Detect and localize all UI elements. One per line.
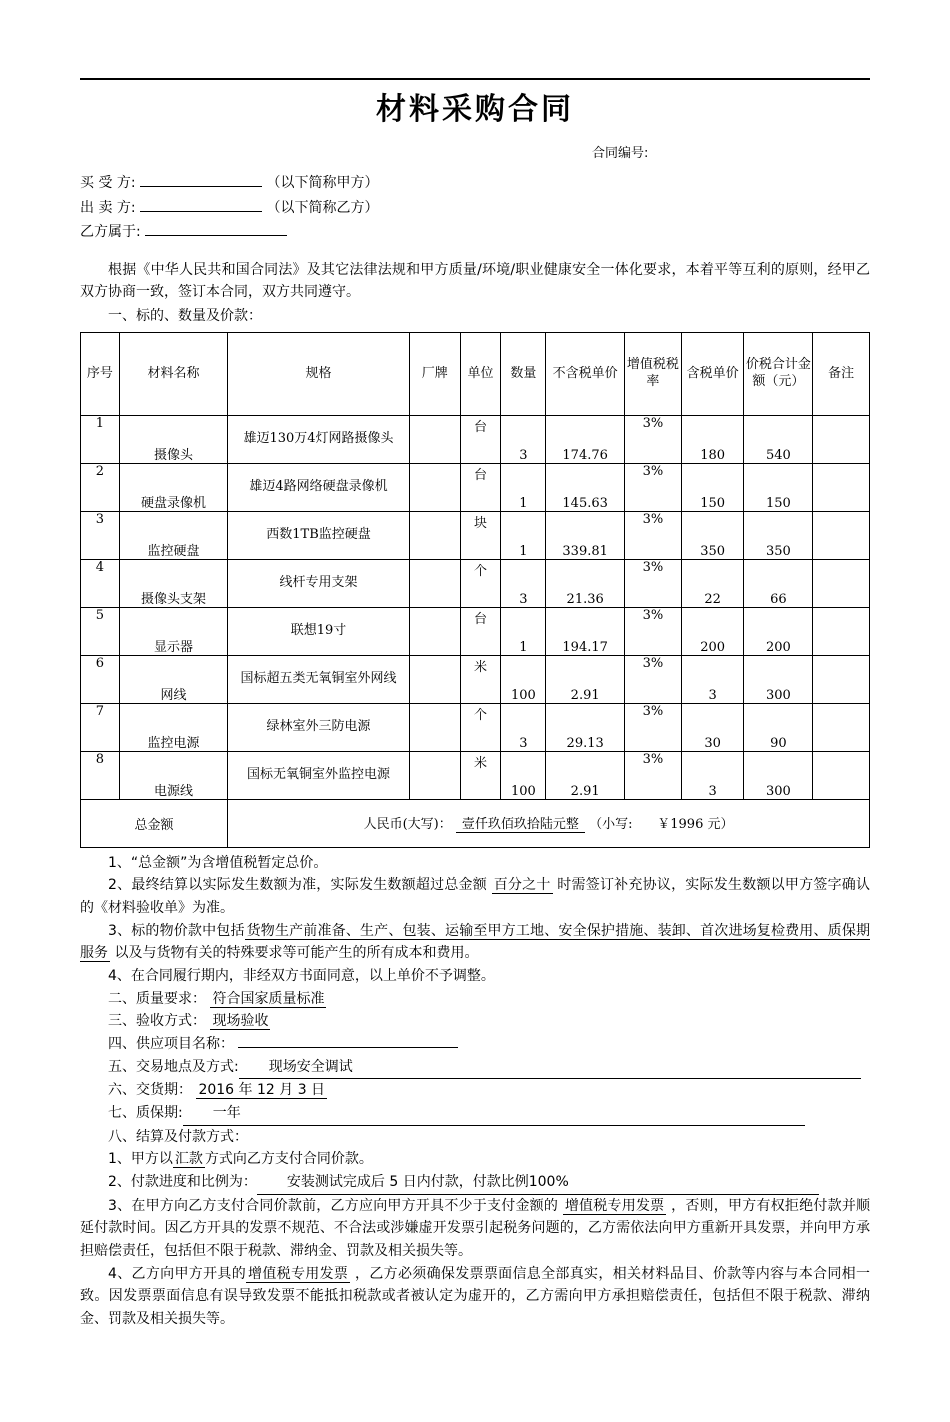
party-block <box>80 171 870 245</box>
cell-amount: 350 <box>744 511 813 559</box>
cell-name: 监控电源 <box>119 703 227 751</box>
cell-spec: 绿林室外三防电源 <box>228 703 410 751</box>
contract-number-line <box>80 142 870 161</box>
cell-index: 4 <box>81 559 120 607</box>
cell-gross-price: 180 <box>681 415 744 463</box>
cell-gross-price: 150 <box>681 463 744 511</box>
table-row <box>81 751 870 799</box>
page-title: 材料采购合同 <box>376 92 574 127</box>
payment-clause-1-part-b: 方式向乙方支付合同价款。 <box>204 1151 373 1168</box>
party-row-seller-type <box>80 220 870 245</box>
payment-clause-4 <box>80 1263 870 1331</box>
cell-vat-rate: 3% <box>625 559 682 607</box>
section-three-label: 三、验收方式： <box>108 1013 206 1030</box>
section-five-label: 五、交易地点及方式: <box>108 1058 239 1075</box>
party-row-seller <box>80 196 870 221</box>
buyer-suffix: （以下简称甲方） <box>266 175 379 191</box>
payment-clause-4-part-a: 4、乙方向甲方开具的 <box>108 1265 247 1282</box>
cell-unit: 米 <box>460 655 501 703</box>
section-four-label: 四、供应项目名称： <box>108 1036 234 1053</box>
cell-index: 5 <box>81 607 120 655</box>
cell-name: 监控硬盘 <box>119 511 227 559</box>
clause-1: 1、“总金额”为含增值税暂定总价。 <box>108 854 328 871</box>
payment-clause-1-part-a: 1、甲方以 <box>108 1151 173 1168</box>
preamble-paragraph: 根据《中华人民共和国合同法》及其它法律法规和甲方质量/环境/职业健康安全一体化要求，本着平等互利的原则，经甲乙双方协商一致，签订本合同，双方共同遵守。 <box>80 261 870 300</box>
cell-name: 摄像头 <box>119 415 227 463</box>
cell-vat-rate: 3% <box>625 415 682 463</box>
section-five-place <box>80 1056 870 1080</box>
table-row <box>81 655 870 703</box>
total-small-label: （小写: <box>589 817 633 833</box>
cell-qty: 100 <box>501 751 546 799</box>
total-label: 总金额 <box>81 799 228 847</box>
cell-remark <box>813 607 870 655</box>
cell-gross-price: 3 <box>681 751 744 799</box>
section-two-label: 二、质量要求： <box>108 990 206 1007</box>
seller-type-input[interactable] <box>145 235 287 236</box>
party-row-buyer <box>80 171 870 196</box>
clause-2-fill[interactable]: 百分之十 <box>493 877 551 894</box>
cell-qty: 3 <box>501 703 546 751</box>
cell-index: 2 <box>81 463 120 511</box>
section-seven-warranty <box>80 1102 870 1126</box>
cell-qty: 3 <box>501 559 546 607</box>
cell-brand <box>409 559 460 607</box>
cell-amount: 90 <box>744 703 813 751</box>
clause-3-part-b: 以及与货物有关的特殊要求等可能产生的所有成本和费用。 <box>114 945 479 962</box>
buyer-input[interactable] <box>140 186 262 187</box>
cell-unit: 台 <box>460 607 501 655</box>
cell-net-price: 145.63 <box>546 463 625 511</box>
th-brand: 厂牌 <box>409 332 460 415</box>
table-row <box>81 463 870 511</box>
section-seven-label: 七、质保期: <box>108 1105 183 1122</box>
cell-vat-rate: 3% <box>625 703 682 751</box>
table-row <box>81 703 870 751</box>
section-eight-payment-heading: 八、结算及付款方式： <box>108 1128 248 1145</box>
cell-spec: 国标超五类无氧铜室外网线 <box>228 655 410 703</box>
payment-clause-2-value[interactable]: 安装测试完成后 5 日内付款，付款比例100% <box>257 1171 819 1195</box>
cell-qty: 3 <box>501 415 546 463</box>
th-gross-price: 含税单价 <box>681 332 744 415</box>
cell-remark <box>813 511 870 559</box>
payment-clause-1-fill[interactable]: 汇款 <box>174 1151 203 1168</box>
cell-gross-price: 22 <box>681 559 744 607</box>
cell-index: 3 <box>81 511 120 559</box>
section-three-value[interactable]: 现场验收 <box>212 1013 269 1030</box>
cell-qty: 1 <box>501 463 546 511</box>
clause-2-part-b: 时需签订补充协议，实际发生数额以甲方签字确认的《材料验收单》为准。 <box>80 877 871 917</box>
payment-clause-3-fill[interactable]: 增值税专用发票 <box>564 1197 665 1214</box>
cell-unit: 台 <box>460 415 501 463</box>
cell-amount: 150 <box>744 463 813 511</box>
payment-clause-2 <box>80 1171 870 1195</box>
cell-remark <box>813 559 870 607</box>
cell-remark <box>813 751 870 799</box>
clause-2 <box>80 874 870 919</box>
table-row <box>81 415 870 463</box>
cell-unit: 台 <box>460 463 501 511</box>
clause-3-part-a: 3、标的物价款中包括 <box>108 922 245 939</box>
cell-brand <box>409 703 460 751</box>
total-value-cell <box>228 799 870 847</box>
cell-name: 电源线 <box>119 751 227 799</box>
seller-label: 出 卖 方: <box>80 199 136 216</box>
contract-page <box>0 78 950 1422</box>
cell-unit: 块 <box>460 511 501 559</box>
cell-unit: 个 <box>460 703 501 751</box>
cell-gross-price: 30 <box>681 703 744 751</box>
cell-remark <box>813 703 870 751</box>
cell-amount: 300 <box>744 655 813 703</box>
cell-name: 网线 <box>119 655 227 703</box>
payment-clause-3 <box>80 1195 870 1263</box>
total-prefix: 人民币(大写)： <box>363 817 452 833</box>
table-row <box>81 511 870 559</box>
section-seven-value[interactable]: 一年 <box>183 1102 805 1126</box>
cell-vat-rate: 3% <box>625 463 682 511</box>
clause-4: 4、在合同履行期内，非经双方书面同意，以上单价不予调整。 <box>108 968 495 985</box>
cell-vat-rate: 3% <box>625 607 682 655</box>
cell-vat-rate: 3% <box>625 751 682 799</box>
section-six-label: 六、交货期： <box>108 1082 192 1099</box>
cell-index: 6 <box>81 655 120 703</box>
seller-type-label: 乙方属于: <box>80 224 141 240</box>
table-total-row <box>81 799 870 847</box>
buyer-label: 买 受 方: <box>80 175 136 191</box>
clauses-section <box>80 852 870 1331</box>
th-index: 序号 <box>81 332 120 415</box>
th-spec: 规格 <box>228 332 410 415</box>
cell-spec: 西数1TB监控硬盘 <box>228 511 410 559</box>
cell-remark <box>813 655 870 703</box>
table-row <box>81 559 870 607</box>
seller-input[interactable] <box>140 211 262 212</box>
clause-3-fill[interactable]: 货物生产前准备、生产、包装、运输至甲方工地、安全保护措施、装卸、首次进场复检费用、质保期服务 <box>80 922 870 962</box>
cell-qty: 100 <box>501 655 546 703</box>
section-six-value[interactable]: 2016 年 12 月 3 日 <box>198 1082 326 1099</box>
th-net-price: 不含税单价 <box>546 332 625 415</box>
cell-index: 7 <box>81 703 120 751</box>
section-two-value[interactable]: 符合国家质量标准 <box>212 990 325 1007</box>
cell-amount: 540 <box>744 415 813 463</box>
table-body <box>81 415 870 847</box>
cell-brand <box>409 751 460 799</box>
cell-brand <box>409 463 460 511</box>
section-four-project-name <box>80 1033 870 1056</box>
section-three-acceptance <box>80 1010 870 1033</box>
cell-gross-price: 3 <box>681 655 744 703</box>
payment-clause-3-part-a: 3、在甲方向乙方支付合同价款前，乙方应向甲方开具不少于支付金额的 <box>108 1197 559 1214</box>
cell-unit: 米 <box>460 751 501 799</box>
contract-number-label: 合同编号: <box>592 146 649 161</box>
cell-amount: 200 <box>744 607 813 655</box>
cell-name: 摄像头支架 <box>119 559 227 607</box>
cell-index: 1 <box>81 415 120 463</box>
clause-2-part-a: 2、最终结算以实际发生数额为准，实际发生数额超过总金额 <box>108 877 487 894</box>
th-unit: 单位 <box>460 332 501 415</box>
th-amount: 价税合计金额（元） <box>744 332 813 415</box>
cell-name: 硬盘录像机 <box>119 463 227 511</box>
payment-clause-1 <box>80 1148 870 1171</box>
cell-net-price: 2.91 <box>546 655 625 703</box>
cell-unit: 个 <box>460 559 501 607</box>
clause-3 <box>80 920 870 965</box>
payment-clause-4-part-b: ，乙方必须确保发票票面信息全部真实，相关材料品目、价款等内容与本合同相一致。因发票票面信息有误导致发票不能抵扣税款或者被认定为虚开的，乙方需向甲方承担赔偿责任，包括但不限于税款、滞纳金、罚款及相关损失等。 <box>80 1265 870 1328</box>
cell-net-price: 2.91 <box>546 751 625 799</box>
header-rule <box>80 78 870 80</box>
cell-spec: 联想19寸 <box>228 607 410 655</box>
cell-spec: 雄迈4路网络硬盘录像机 <box>228 463 410 511</box>
cell-brand <box>409 511 460 559</box>
total-amount-figures: ￥1996 元） <box>657 817 734 833</box>
th-vat-rate: 增值税税率 <box>625 332 682 415</box>
table-row <box>81 607 870 655</box>
section-two-quality <box>80 988 870 1011</box>
section-one-heading: 一、标的、数量及价款： <box>108 308 262 325</box>
th-qty: 数量 <box>501 332 546 415</box>
cell-net-price: 29.13 <box>546 703 625 751</box>
cell-spec: 线杆专用支架 <box>228 559 410 607</box>
cell-vat-rate: 3% <box>625 511 682 559</box>
goods-table <box>80 332 870 848</box>
seller-suffix: （以下简称乙方） <box>266 199 379 216</box>
cell-spec: 国标无氧铜室外监控电源 <box>228 751 410 799</box>
th-name: 材料名称 <box>119 332 227 415</box>
cell-vat-rate: 3% <box>625 655 682 703</box>
cell-net-price: 194.17 <box>546 607 625 655</box>
cell-remark <box>813 463 870 511</box>
total-amount-words: 壹仟玖佰玖拾陆元整 <box>456 813 585 833</box>
th-remark: 备注 <box>813 332 870 415</box>
cell-amount: 300 <box>744 751 813 799</box>
cell-amount: 66 <box>744 559 813 607</box>
cell-spec: 雄迈130万4灯网路摄像头 <box>228 415 410 463</box>
section-five-value[interactable]: 现场安全调试 <box>239 1056 861 1080</box>
payment-clause-2-label: 2、付款进度和比例为： <box>108 1174 257 1191</box>
cell-gross-price: 200 <box>681 607 744 655</box>
cell-brand <box>409 607 460 655</box>
cell-brand <box>409 415 460 463</box>
cell-index: 8 <box>81 751 120 799</box>
cell-gross-price: 350 <box>681 511 744 559</box>
payment-clause-4-fill[interactable]: 增值税专用发票 <box>248 1265 349 1282</box>
section-four-value[interactable] <box>238 1047 458 1048</box>
cell-brand <box>409 655 460 703</box>
cell-name: 显示器 <box>119 607 227 655</box>
table-header-row <box>81 332 870 415</box>
cell-net-price: 339.81 <box>546 511 625 559</box>
cell-remark <box>813 415 870 463</box>
cell-net-price: 174.76 <box>546 415 625 463</box>
cell-qty: 1 <box>501 511 546 559</box>
section-six-delivery-date <box>80 1079 870 1102</box>
cell-net-price: 21.36 <box>546 559 625 607</box>
payment-clause-3-part-b: ，否则，甲方有权拒绝付款并顺延付款时间。因乙方开具的发票不规范、不合法或涉嫌虚开发票引起税务问题的，乙方需依法向甲方重新开具发票，并向甲方承担赔偿责任，包括但不限于税款、滞纳金、罚款及相关损失等。 <box>80 1197 871 1260</box>
cell-qty: 1 <box>501 607 546 655</box>
